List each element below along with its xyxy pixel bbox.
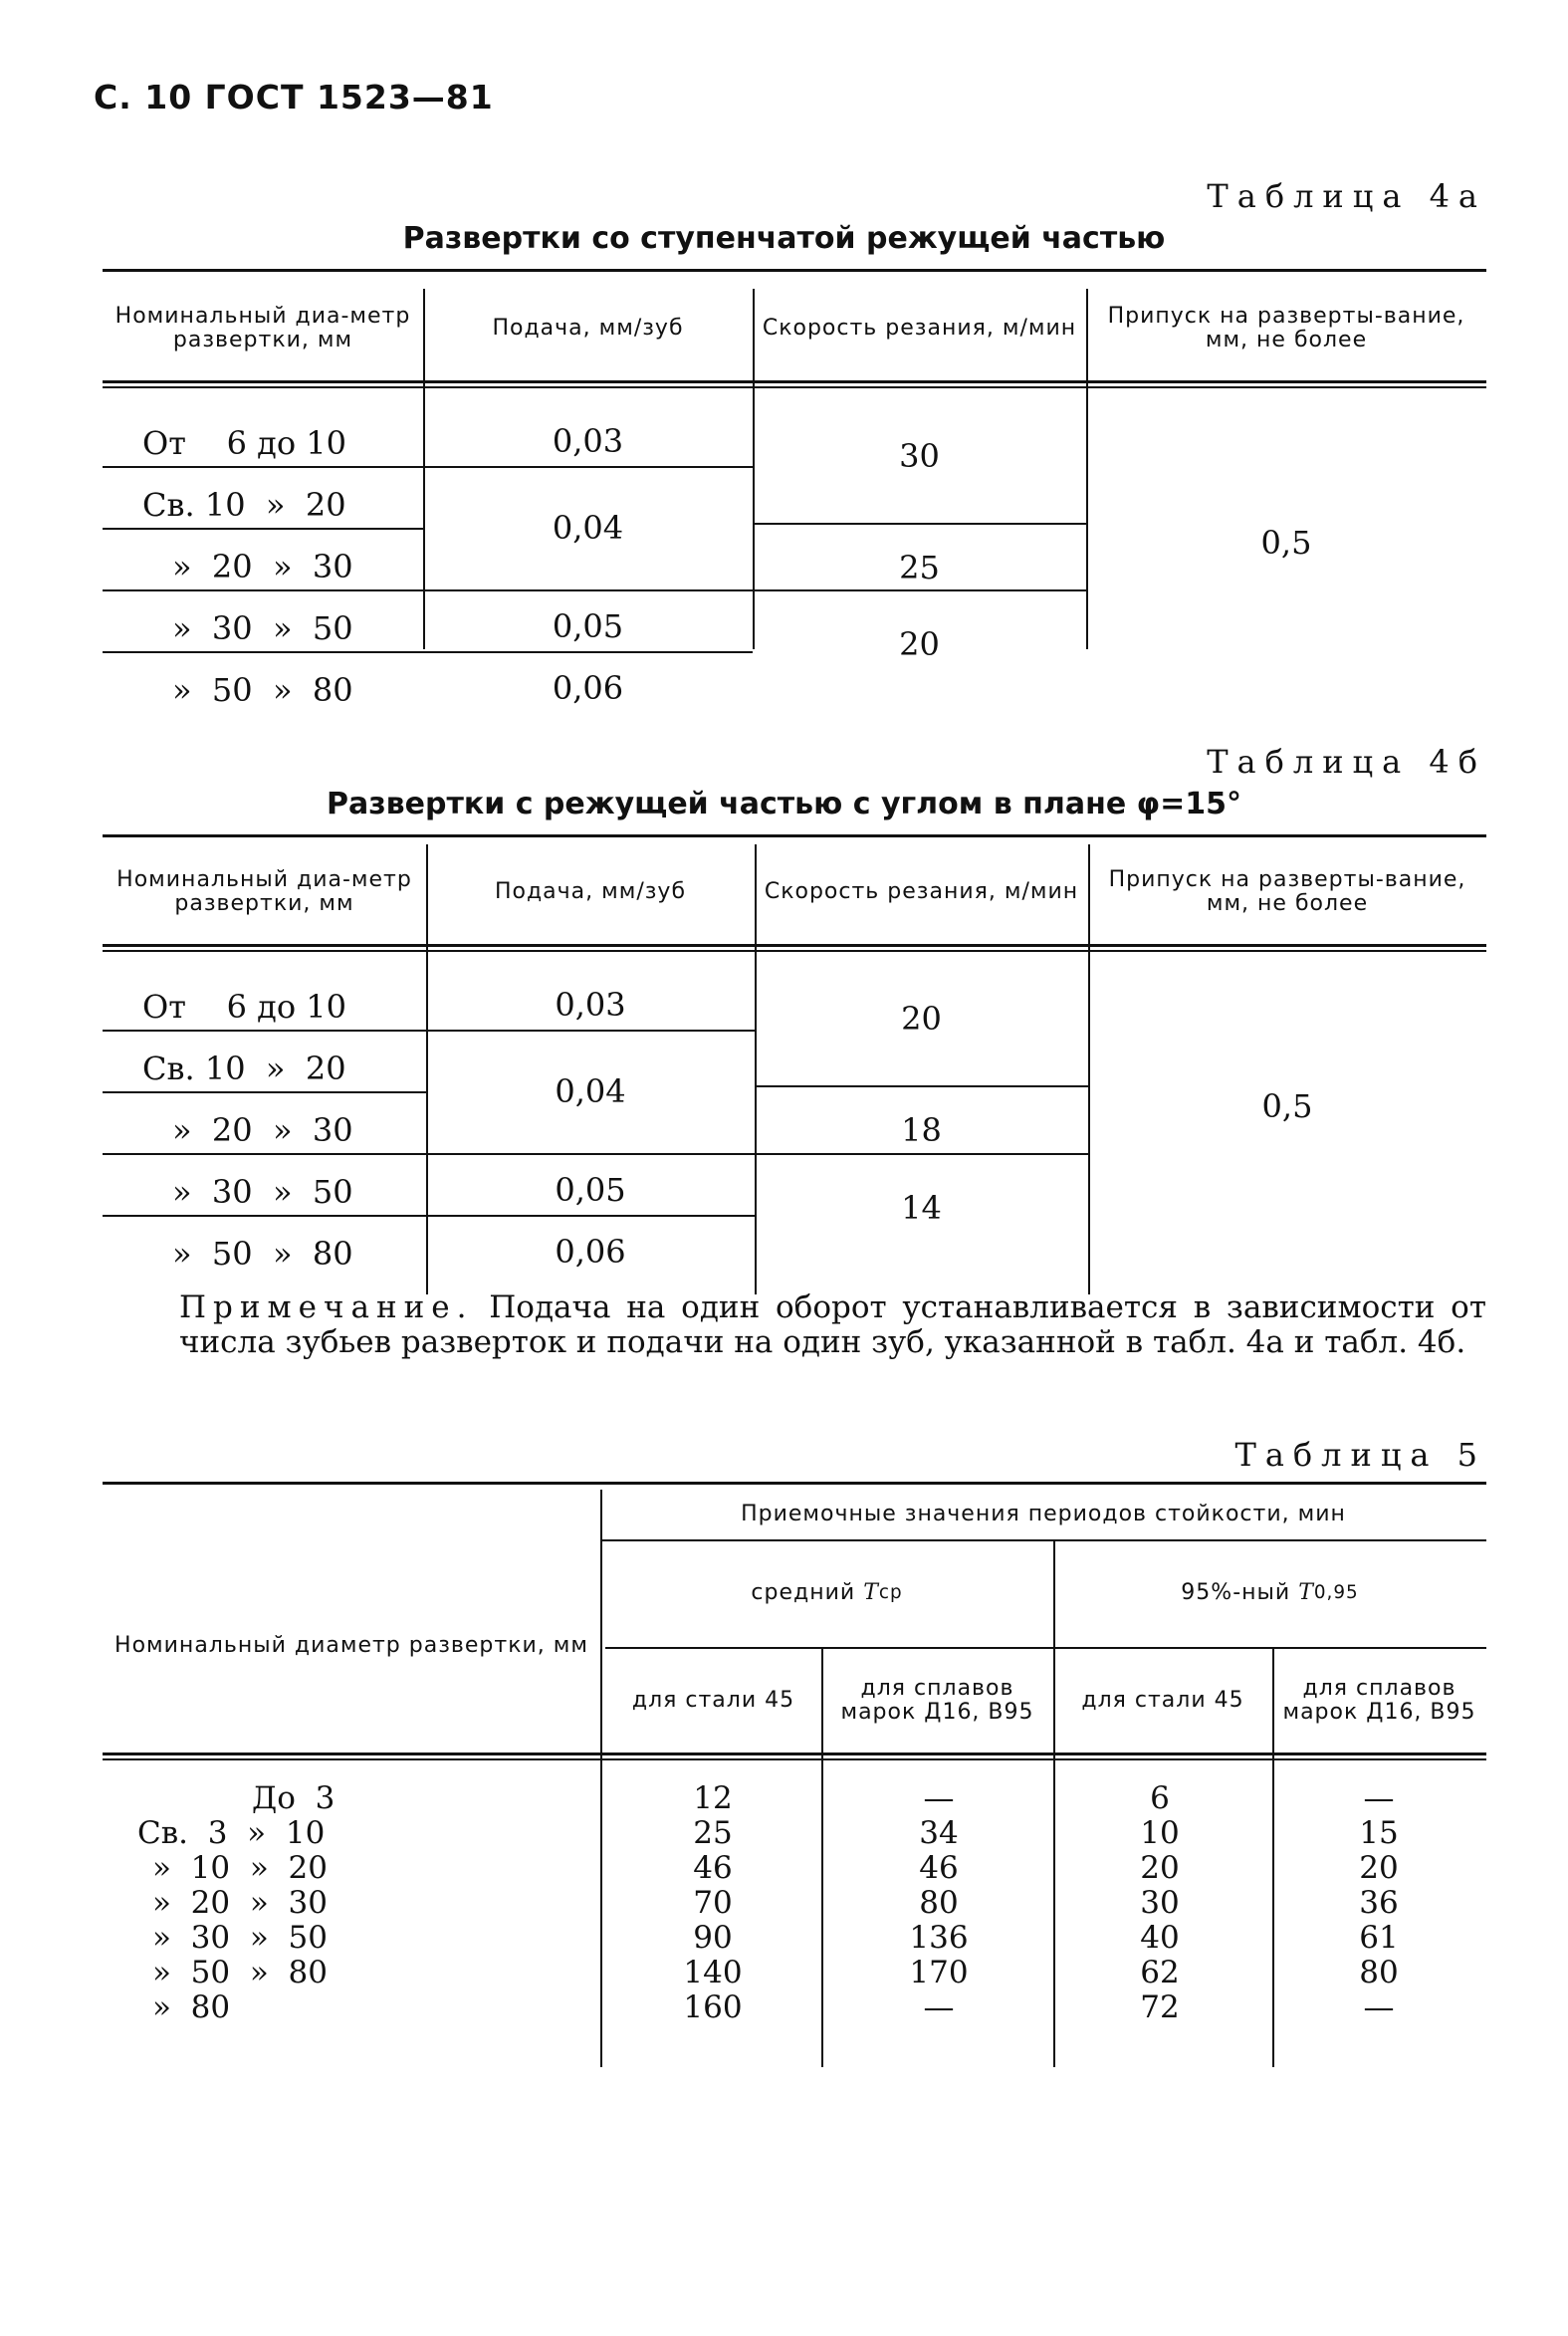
table-cell: 62 [1140, 1955, 1180, 1990]
table-cell: 170 [909, 1955, 969, 1990]
row-label: До 3 [252, 1780, 336, 1816]
table-cell: 46 [693, 1850, 733, 1886]
speed-value: 20 [901, 1000, 942, 1038]
feed-value: 0,04 [552, 509, 624, 547]
table-cell: 25 [693, 1815, 733, 1851]
table-cell: 70 [693, 1885, 733, 1921]
header-mean-subscript: ср [878, 1582, 903, 1603]
header-95 [1053, 1543, 1486, 1643]
row-label: » 10 » 20 [152, 1850, 328, 1886]
speed-value: 18 [901, 1111, 942, 1149]
row-label: От 6 до 10 [142, 988, 347, 1026]
table-cell: 12 [693, 1780, 733, 1816]
row-label: От 6 до 10 [142, 424, 347, 462]
header-allowance: Припуск на разверты-вание, мм, не более [1107, 304, 1465, 352]
header-mean-label: средний [751, 1580, 856, 1605]
table-cell: — [923, 1780, 955, 1816]
table-cell: 160 [683, 1989, 743, 2025]
row-label: Св. 3 » 10 [137, 1815, 326, 1851]
feed-value: 0,05 [555, 1171, 626, 1209]
header-speed: Скорость резания, м/мин [764, 879, 1079, 904]
table-cell: 80 [1359, 1955, 1399, 1990]
table-4a-title: Развертки со ступенчатой режущей частью [402, 221, 1166, 256]
speed-value: 25 [899, 549, 940, 586]
table-cell: 6 [1150, 1780, 1170, 1816]
note [179, 1290, 1486, 1360]
note-label: Примечание. [179, 1289, 474, 1325]
row-label: » 20 » 30 [152, 1885, 328, 1921]
speed-value: 30 [899, 436, 940, 475]
row-label: » 50 » 80 [152, 1955, 328, 1990]
table-cell: 15 [1359, 1815, 1399, 1851]
feed-value: 0,06 [555, 1233, 626, 1271]
row-label: » 30 » 50 [172, 1173, 353, 1211]
table-cell: 36 [1359, 1885, 1399, 1921]
row-label: » 20 » 30 [172, 548, 353, 585]
header-diameter: Номинальный диа-метр развертки, мм [116, 867, 412, 916]
header-steel: для стали 45 [631, 1688, 795, 1713]
header-durability: Приемочные значения периодов стойкости, мин [741, 1502, 1346, 1526]
table-4a-caption: Таблица 4а [1207, 177, 1486, 215]
header-allowance: Припуск на разверты-вание, мм, не более [1108, 867, 1466, 916]
header-alloy: для сплавов марок Д16, В95 [1282, 1676, 1476, 1725]
header-95-subscript: 0,95 [1313, 1582, 1359, 1603]
feed-value: 0,06 [552, 669, 624, 707]
header-mean-symbol: T [863, 1580, 879, 1605]
table-4b-title: Развертки с режущей частью с углом в плане φ=15° [327, 787, 1241, 821]
table-cell: 46 [919, 1850, 959, 1886]
speed-value: 20 [899, 625, 940, 663]
header-feed: Подача, мм/зуб [494, 879, 687, 904]
table-cell: 30 [1140, 1885, 1180, 1921]
table-5 [103, 1482, 1486, 2079]
header-diameter: Номинальный диаметр развертки, мм [114, 1633, 588, 1658]
table-cell: 136 [909, 1920, 969, 1956]
header-95-label: 95%-ный [1181, 1580, 1291, 1605]
row-label: » 80 [152, 1989, 231, 2025]
feed-value: 0,03 [555, 986, 626, 1024]
feed-value: 0,04 [555, 1072, 626, 1110]
header-speed: Скорость резания, м/мин [762, 316, 1077, 341]
table-cell: 90 [693, 1920, 733, 1956]
header-mean [600, 1543, 1053, 1643]
table-cell: — [1363, 1780, 1395, 1816]
feed-value: 0,05 [552, 607, 624, 645]
row-label: » 50 » 80 [172, 1235, 353, 1273]
table-cell: 20 [1359, 1850, 1399, 1886]
table-5-caption: Таблица 5 [1234, 1436, 1486, 1474]
table-cell: — [923, 1989, 955, 2025]
header-95-symbol: T [1298, 1580, 1314, 1605]
row-label: Св. 10 » 20 [142, 1050, 346, 1087]
row-label: » 30 » 50 [172, 609, 353, 647]
speed-value: 14 [901, 1189, 942, 1227]
table-4a [103, 269, 1486, 717]
header-steel: для стали 45 [1081, 1688, 1244, 1713]
row-label: » 30 » 50 [152, 1920, 328, 1956]
feed-value: 0,03 [552, 422, 624, 460]
allowance-value: 0,5 [1260, 524, 1312, 562]
row-label: » 50 » 80 [172, 671, 353, 709]
table-cell: 40 [1140, 1920, 1180, 1956]
note-text: Подача на один оборот устанавливается в зависимости от числа зубьев разверток и подачи на один зуб, указанной в табл. 4а и табл. 4б. [179, 1289, 1486, 1360]
table-cell: 61 [1359, 1920, 1399, 1956]
allowance-value: 0,5 [1261, 1087, 1313, 1125]
table-cell: 34 [919, 1815, 959, 1851]
table-4b-caption: Таблица 4б [1207, 743, 1486, 781]
row-label: Св. 10 » 20 [142, 486, 346, 524]
header-diameter: Номинальный диа-метр развертки, мм [114, 304, 411, 352]
table-cell: 10 [1140, 1815, 1180, 1851]
header-alloy: для сплавов марок Д16, В95 [840, 1676, 1034, 1725]
page-header: С. 10 ГОСТ 1523—81 [94, 78, 494, 117]
header-feed: Подача, мм/зуб [492, 316, 684, 341]
table-cell: — [1363, 1989, 1395, 2025]
table-cell: 72 [1140, 1989, 1180, 2025]
table-cell: 20 [1140, 1850, 1180, 1886]
table-cell: 140 [683, 1955, 743, 1990]
row-label: » 20 » 30 [172, 1111, 353, 1149]
table-4b [103, 834, 1486, 1283]
table-cell: 80 [919, 1885, 959, 1921]
